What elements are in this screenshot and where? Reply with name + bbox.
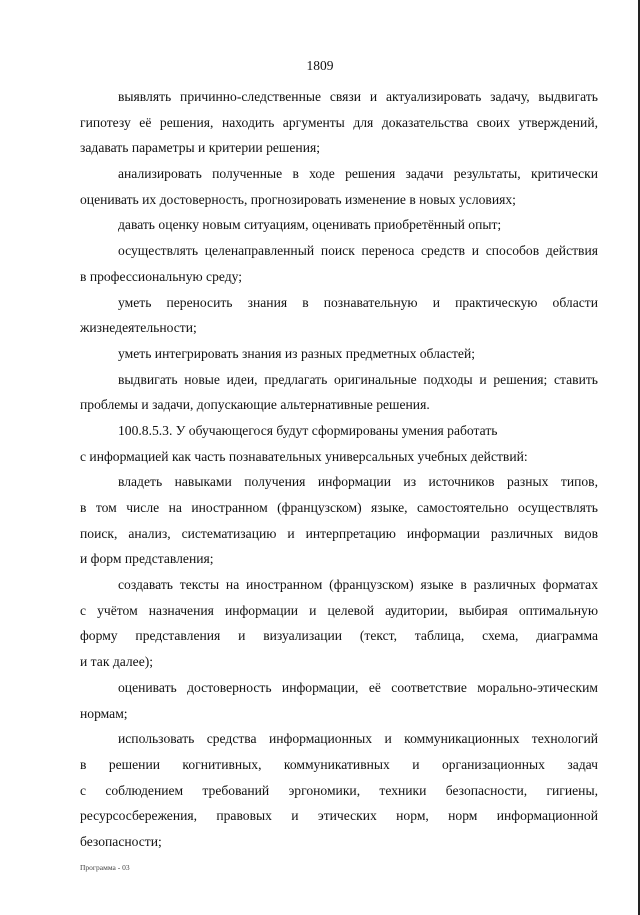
text-line: гипотезу её решения, находить аргументы для доказательства своих утверждений, <box>80 114 598 130</box>
text-line: в том числе на иностранном (французском) языке, самостоятельно осуществлять <box>80 500 598 515</box>
body-text <box>80 84 598 855</box>
text-line: нормам; <box>80 705 128 721</box>
text-line: уметь интегрировать знания из разных предметных областей; <box>118 345 476 361</box>
text-line: владеть навыками получения информации из источников разных типов, <box>118 474 598 490</box>
text-line: ресурсосбережения, правовых и этических норм, норм информационной <box>80 808 598 824</box>
text-line: с учётом назначения информации и целевой аудитории, выбирая оптимальную <box>80 602 598 618</box>
text-line: выявлять причинно-следственные связи и актуализировать задачу, выдвигать <box>118 89 598 104</box>
text-line: уметь переносить знания в познавательную и практическую области <box>118 294 598 310</box>
text-line: в профессиональную среду; <box>80 268 243 284</box>
text-line: оценивать достоверность информации, её соответствие морально-этическим <box>118 679 598 695</box>
text-line: анализировать полученные в ходе решения задачи результаты, критически <box>118 166 598 182</box>
text-line: задавать параметры и критерии решения; <box>80 140 321 156</box>
text-line: поиск, анализ, систематизацию и интерпретацию информации различных видов <box>80 525 598 541</box>
text-line: проблемы и задачи, допускающие альтернативные решения. <box>80 397 430 413</box>
page-footer: Программа - 03 <box>80 863 130 872</box>
text-line: в решении когнитивных, коммуникативных и организационных задач <box>80 756 598 772</box>
text-line: безопасности; <box>80 833 162 849</box>
text-line: 100.8.5.3. У обучающегося будут сформированы умения работать <box>118 422 498 438</box>
text-line: с информацией как часть познавательных универсальных учебных действий: <box>80 448 528 464</box>
text-line: оценивать их достоверность, прогнозировать изменение в новых условиях; <box>80 191 516 207</box>
text-line: выдвигать новые идеи, предлагать оригинальные подходы и решения; ставить <box>118 371 598 387</box>
text-line: с соблюдением требований эргономики, техники безопасности, гигиены, <box>80 782 598 798</box>
text-line: давать оценку новым ситуациям, оценивать приобретённый опыт; <box>118 217 502 233</box>
text-line: создавать тексты на иностранном (французском) языке в различных форматах <box>118 577 598 593</box>
page-number: 1809 <box>306 58 334 73</box>
text-line: и так далее); <box>80 654 154 670</box>
text-line: и форм представления; <box>80 551 214 567</box>
text-line: осуществлять целенаправленный поиск переноса средств и способов действия <box>118 243 598 259</box>
text-line: жизнедеятельности; <box>80 320 197 336</box>
text-line: использовать средства информационных и коммуникационных технологий <box>118 731 598 747</box>
text-line: форму представления и визуализации (текст, таблица, схема, диаграмма <box>80 628 598 644</box>
